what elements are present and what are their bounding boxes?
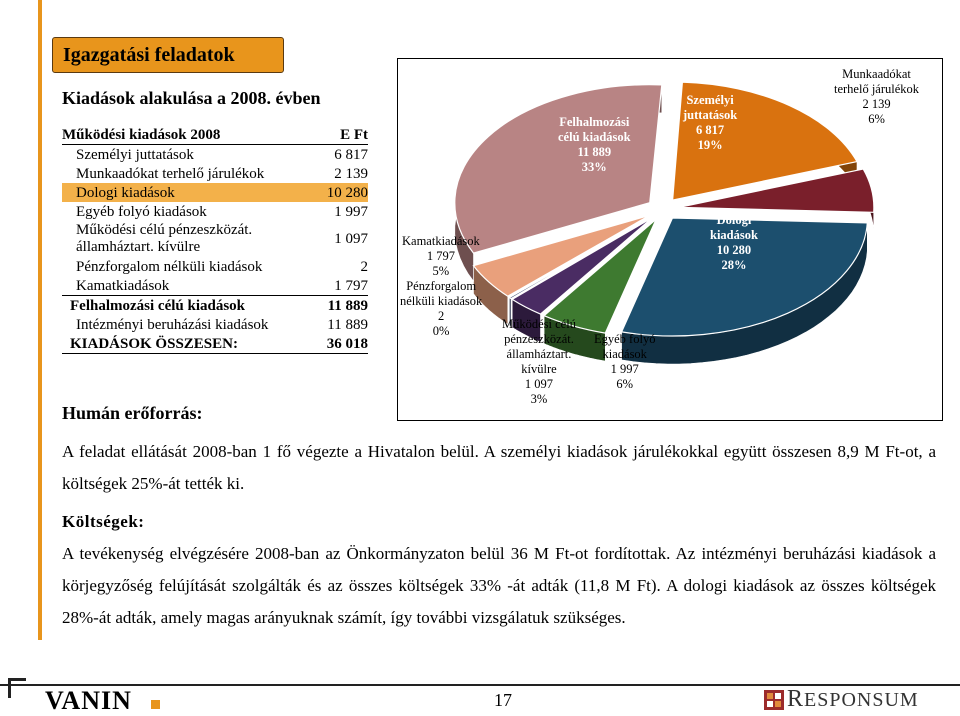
row-value: 1 097 <box>334 231 368 247</box>
row-value: 1 797 <box>334 277 368 294</box>
pie-label-line: nélküli kiadások <box>400 294 483 308</box>
brand-square-icon <box>151 700 160 709</box>
pie-label-line: Pénzforgalom <box>406 279 477 293</box>
pie-label-line: 19% <box>697 138 723 152</box>
table-subtitle: Kiadások alakulása a 2008. évben <box>62 88 321 108</box>
pie-label-line: 1 797 <box>426 249 455 263</box>
row-label: Kamatkiadások <box>76 277 170 294</box>
table-header-unit: E Ft <box>327 125 368 145</box>
costs-text: A tevékenység elvégzésére 2008-ban az Önkormányzaton belül 36 M Ft-ot fordítottak. Az intézményi beruházási kiadások a körjegyzőség felújítását szolgálták és az összes költségek 33% -át adták (11,8 M Ft). A dologi kiadások az összes költségek 28%-át adták, amely magas arányuknak számít, így további vizsgálatuk szükséges. <box>62 544 936 627</box>
pie-label-line: Felhalmozási <box>559 115 630 129</box>
row-label: Munkaadókat terhelő járulékok <box>76 165 265 182</box>
pie-label-line: 6% <box>868 112 885 126</box>
row-value: 1 997 <box>334 203 368 220</box>
pie-label-line: 6 817 <box>696 123 725 137</box>
pie-label-line: 5% <box>432 264 450 278</box>
pie-label-line: kiadások <box>710 228 758 242</box>
total-label: KIADÁSOK ÖSSZESEN: <box>62 334 327 354</box>
pie-label-line: 0% <box>432 324 450 338</box>
table-row <box>62 202 368 221</box>
footer-brand-left: VANIN <box>45 686 132 715</box>
pie-label-line: 2 <box>438 309 445 323</box>
table-row <box>62 221 368 257</box>
table-total-row <box>62 334 368 354</box>
expense-pie-chart <box>397 58 943 421</box>
total-value: 36 018 <box>326 335 368 352</box>
brand-rest: ESPONSUM <box>804 689 919 711</box>
row-value: 11 889 <box>327 297 368 314</box>
row-label: Felhalmozási célú kiadások <box>62 296 327 316</box>
pie-label-munkaado <box>834 67 919 127</box>
pie-label-line: 6% <box>616 377 634 391</box>
row-label: Pénzforgalom nélküli kiadások <box>76 258 263 275</box>
table-row <box>62 145 368 165</box>
pie-label-line: államháztart. <box>506 347 572 361</box>
pie-label-line: juttatások <box>683 108 738 122</box>
row-value: 11 889 <box>327 316 368 333</box>
pie-label-line: terhelő járulékok <box>834 82 920 96</box>
pie-label-line: Működési célú <box>502 317 576 331</box>
pie-label-line: pénzeszközát. <box>504 332 574 346</box>
brand-initial: R <box>787 686 805 712</box>
pie-label-line: Egyéb folyó <box>594 332 656 346</box>
pie-label-penzforgalom <box>400 279 482 339</box>
table-row <box>62 164 368 183</box>
costs-title: Költségek: <box>62 512 145 531</box>
page-number: 17 <box>494 690 512 710</box>
pie-label-line: 28% <box>721 258 747 272</box>
pie-label-kamat <box>402 234 480 279</box>
pie-label-line: 1 997 <box>610 362 639 376</box>
row-label: Személyi juttatások <box>76 146 194 163</box>
table-header-row <box>62 125 368 145</box>
pie-label-mukodesi <box>502 317 576 407</box>
row-value: 2 139 <box>334 165 368 182</box>
pie-label-line: kiadások <box>602 347 647 361</box>
pie-label-szemelyi <box>683 93 737 153</box>
row-label: Működési célú pénzeszközát. államháztart. kívülre <box>76 222 253 255</box>
table-row <box>62 276 368 296</box>
pie-label-line: 33% <box>581 160 607 174</box>
pie-label-line: Munkaadókat <box>842 67 911 81</box>
table-header-label: Működési kiadások 2008 <box>62 125 327 145</box>
footer-brand-right <box>787 686 919 713</box>
pie-label-line: Kamatkiadások <box>402 234 480 248</box>
row-value: 6 817 <box>334 146 368 163</box>
footer-bracket <box>8 678 26 698</box>
left-accent-line <box>38 0 42 640</box>
pie-label-felhalmozasi <box>558 115 631 175</box>
pie-label-line: 2 139 <box>862 97 891 111</box>
table-row <box>62 257 368 276</box>
pie-label-line: Személyi <box>686 93 734 107</box>
pie-label-line: kívülre <box>521 362 557 376</box>
pie-label-line: Dologi <box>716 213 752 227</box>
pie-label-line: 3% <box>530 392 548 406</box>
row-label: Dologi kiadások <box>62 183 327 202</box>
pie-label-line: célú kiadások <box>558 130 631 144</box>
section-title: Igazgatási feladatok <box>52 37 284 73</box>
table-row <box>62 315 368 334</box>
human-resources-text: A feladat ellátását 2008-ban 1 fő végezte a Hivatalon belül. A személyi kiadások járulékokkal együtt összesen 8,9 M Ft-ot, a költségek 25%-át tették ki. <box>62 442 936 493</box>
pie-label-egyeb <box>594 332 655 392</box>
human-resources-title: Humán erőforrás: <box>62 403 203 423</box>
pie-label-line: 10 280 <box>716 243 752 257</box>
pie-label-line: 1 097 <box>524 377 554 391</box>
row-label: Intézményi beruházási kiadások <box>76 316 269 333</box>
pie-label-line: 11 889 <box>577 145 612 159</box>
responsum-logo-icon <box>764 690 784 710</box>
row-value: 10 280 <box>326 184 368 201</box>
table-row-highlight <box>62 183 368 202</box>
expense-table <box>62 125 368 354</box>
row-label: Egyéb folyó kiadások <box>76 203 207 220</box>
pie-label-dologi <box>710 213 758 273</box>
row-value: 2 <box>360 258 368 275</box>
table-row-bold <box>62 296 368 316</box>
